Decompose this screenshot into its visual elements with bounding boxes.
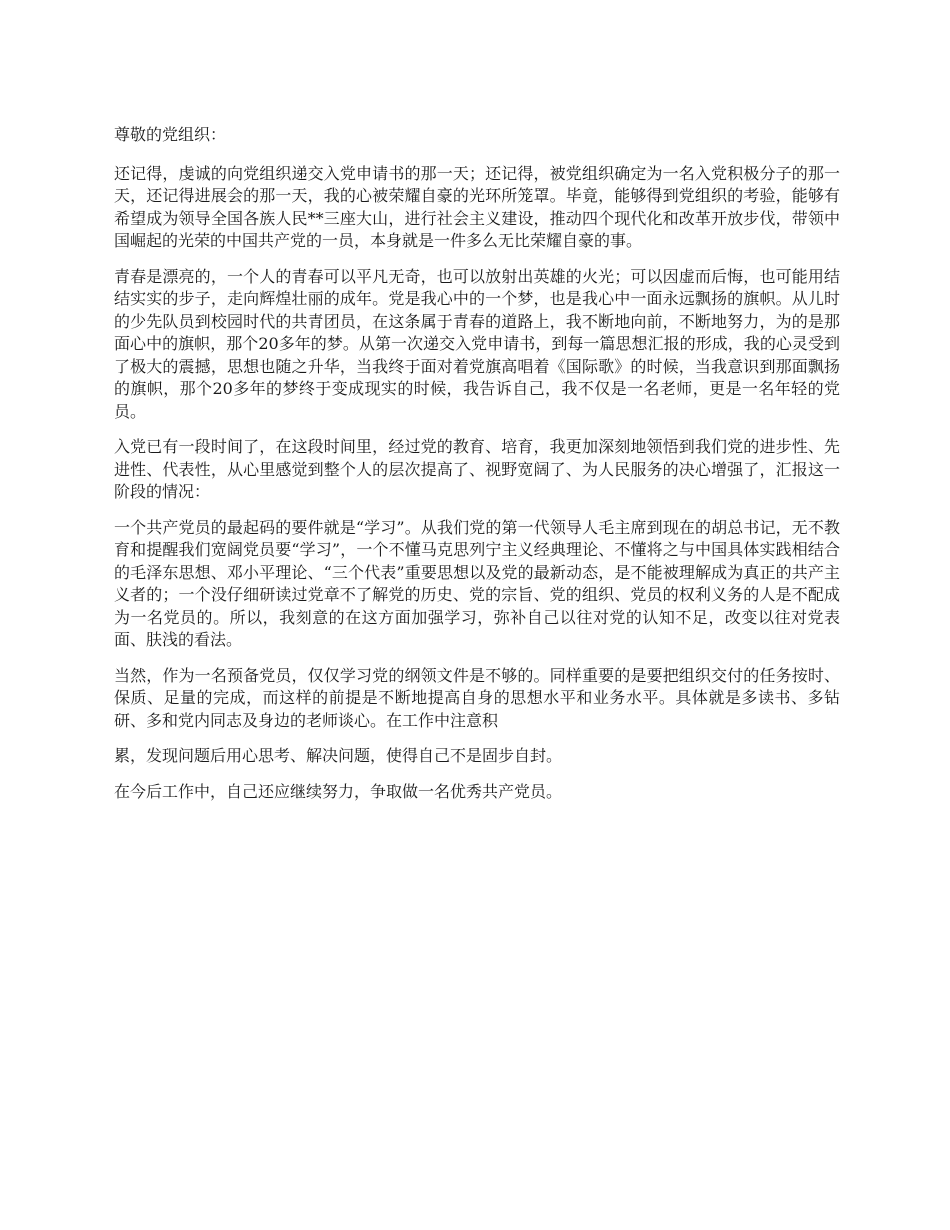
paragraph-4: 一个共产党员的最起码的要件就是“学习”。从我们党的第一代领导人毛主席到现在的胡总书记，无不教育和提醒我们宽阔党员要“学习”，一个不懂马克思列宁主义经典理论、不懂将之与中国具体实践相结合的毛泽东思想、邓小平理论、“三个代表”重要思想以及党的最新动态，是不能被理解成为真正的共产主义者的；一个没仔细研读过党章不了解党的历史、党的宗旨、党的组织、党员的权利义务的人是不配成为一名党员的。所以，我刻意的在这方面加强学习，弥补自己以往对党的认知不足，改变以往对党表面、肤浅的看法。 — [114, 517, 840, 649]
document-page — [114, 124, 840, 816]
paragraph-1: 还记得，虔诚的向党组织递交入党申请书的那一天；还记得，被党组织确定为一名入党积极分子的那一天，还记得进展会的那一天，我的心被荣耀自豪的光环所笼罩。毕竟，能够得到党组织的考验，能够有希望成为领导全国各族人民**三座大山，进行社会主义建设，推动四个现代化和改革开放步伐，带领中国崛起的光荣的中国共产党的一员，本身就是一件多么无比荣耀自豪的事。 — [114, 163, 840, 250]
paragraph-2: 青春是漂亮的，一个人的青春可以平凡无奇，也可以放射出英雄的火光；可以因虚而后悔，也可能用结结实实的步子，走向辉煌壮丽的成年。党是我心中的一个梦，也是我心中一面永远飘扬的旗帜。从儿时的少先队员到校园时代的共青团员，在这条属于青春的道路上，我不断地向前，不断地努力，为的是那面心中的旗帜，那个20多年的梦。从第一次递交入党申请书，到每一篇思想汇报的形成，我的心灵受到了极大的震撼，思想也随之升华，当我终于面对着党旗高唱着《国际歌》的时候，当我意识到那面飘扬的旗帜，那个20多年的梦终于变成现实的时候，我告诉自己，我不仅是一名老师，更是一名年轻的党员。 — [114, 266, 840, 421]
paragraph-3: 入党已有一段时间了，在这段时间里，经过党的教育、培育，我更加深刻地领悟到我们党的进步性、先进性、代表性，从心里感觉到整个人的层次提高了、视野宽阔了、为人民服务的决心增强了，汇报这一阶段的情况： — [114, 437, 840, 501]
salutation: 尊敬的党组织： — [114, 125, 227, 144]
paragraph-6: 累，发现问题后用心思考、解决问题，使得自己不是固步自封。 — [114, 746, 563, 765]
paragraph-7: 在今后工作中，自己还应继续努力，争取做一名优秀共产党员。 — [114, 781, 563, 801]
paragraph-5: 当然，作为一名预备党员，仅仅学习党的纲领文件是不够的。同样重要的是要把组织交付的任务按时、保质、足量的完成，而这样的前提是不断地提高自身的思想水平和业务水平。具体就是多读书、多钻研、多和党内同志及身边的老师谈心。在工作中注意积 — [114, 665, 840, 730]
